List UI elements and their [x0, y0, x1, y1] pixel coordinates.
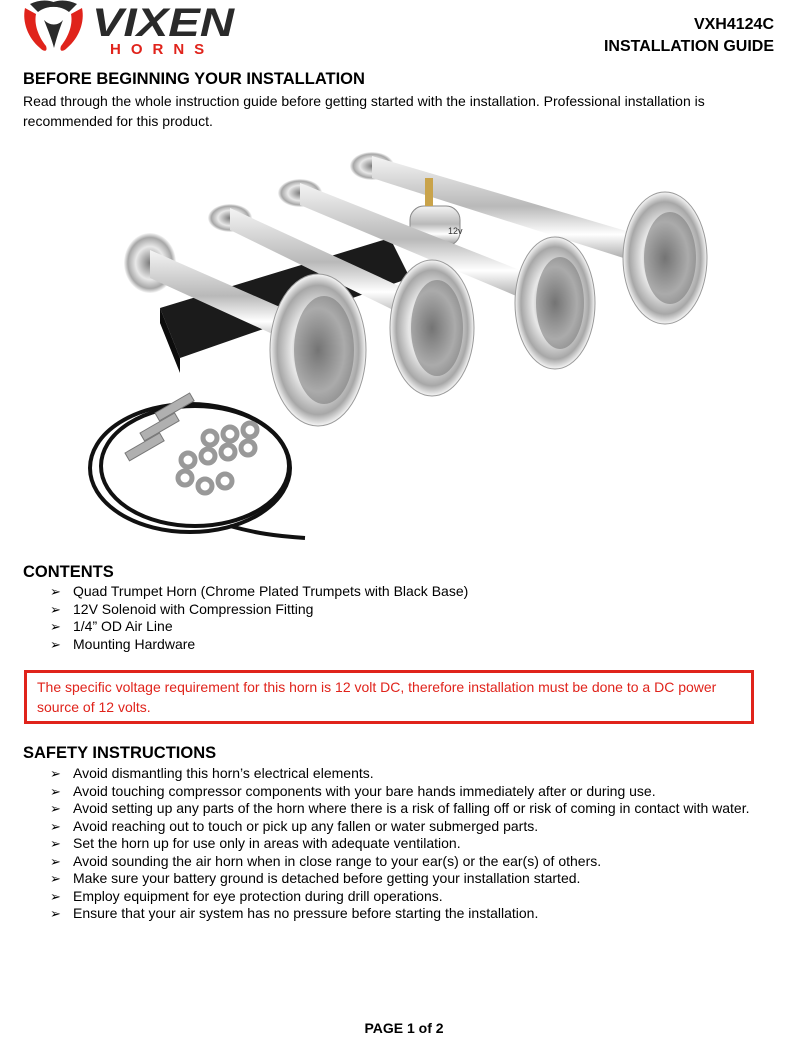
- voltage-warning-text: The specific voltage requirement for this horn is 12 volt DC, therefore installation must be done to a DC power source of 12 volts.: [37, 679, 717, 715]
- voltage-warning-box: [24, 670, 754, 724]
- safety-heading: SAFETY INSTRUCTIONS: [23, 744, 217, 762]
- arrow-bullet-icon: ➢: [50, 783, 61, 799]
- arrow-bullet-icon: ➢: [50, 888, 61, 904]
- list-item: ➢ Mounting Hardware: [50, 635, 196, 652]
- model-number: VXH4124C: [693, 16, 774, 33]
- arrow-bullet-icon: ➢: [50, 906, 61, 921]
- vixen-horns-logo: [22, 0, 242, 58]
- contents-list: [50, 583, 468, 653]
- arrow-bullet-icon: ➢: [50, 801, 61, 816]
- arrow-bullet-icon: ➢: [50, 836, 61, 851]
- contents-heading: CONTENTS: [23, 563, 114, 581]
- brand-sub: HORNS: [110, 41, 215, 58]
- brand-name: VIXEN: [92, 1, 236, 45]
- arrow-bullet-icon: ➢: [50, 601, 61, 617]
- air-horn-kit-photo: [80, 138, 720, 550]
- list-item: ➢ Employ equipment for eye protection during drill operations.: [50, 887, 443, 904]
- safety-list: [50, 765, 750, 923]
- arrow-bullet-icon: ➢: [50, 853, 61, 869]
- list-item: ➢ Make sure your battery ground is detached before getting your installation started.: [50, 870, 581, 886]
- list-item: ➢ Avoid dismantling this horn’s electrical elements.: [50, 765, 374, 781]
- list-item: ➢ 12V Solenoid with Compression Fitting: [50, 600, 314, 617]
- list-item: ➢ Avoid setting up any parts of the horn where there is a risk of falling off or risk of coming in contact with water.: [50, 800, 750, 816]
- before-text: Read through the whole instruction guide before getting started with the installation. Professional installation is recommended for this product.: [23, 93, 705, 129]
- list-item: ➢ Avoid reaching out to touch or pick up any fallen or water submerged parts.: [50, 817, 539, 834]
- arrow-bullet-icon: ➢: [50, 766, 61, 781]
- list-item: ➢ 1/4” OD Air Line: [50, 618, 173, 634]
- list-item: ➢ Quad Trumpet Horn (Chrome Plated Trumpets with Black Base): [50, 583, 469, 599]
- list-item: ➢ Avoid sounding the air horn when in close range to your ear(s) or the ear(s) of others.: [50, 852, 602, 869]
- list-item: ➢ Avoid touching compressor components with your bare hands immediately after or during use.: [50, 782, 656, 799]
- document-title: INSTALLATION GUIDE: [603, 38, 774, 55]
- arrow-bullet-icon: ➢: [50, 818, 61, 834]
- before-heading: BEFORE BEGINNING YOUR INSTALLATION: [23, 70, 365, 88]
- arrow-bullet-icon: ➢: [50, 636, 61, 652]
- arrow-bullet-icon: ➢: [50, 871, 61, 886]
- page-number: PAGE 1 of 2: [364, 1020, 444, 1036]
- list-item: ➢ Ensure that your air system has no pressure before starting the installation.: [50, 905, 539, 921]
- svg-text:12v: 12v: [448, 226, 463, 236]
- document-header: [604, 14, 774, 58]
- arrow-bullet-icon: ➢: [50, 584, 61, 599]
- list-item: ➢ Set the horn up for use only in areas with adequate ventilation.: [50, 835, 461, 851]
- arrow-bullet-icon: ➢: [50, 619, 61, 634]
- horns-emblem-icon: [24, 1, 83, 51]
- air-line-coil: [90, 404, 305, 538]
